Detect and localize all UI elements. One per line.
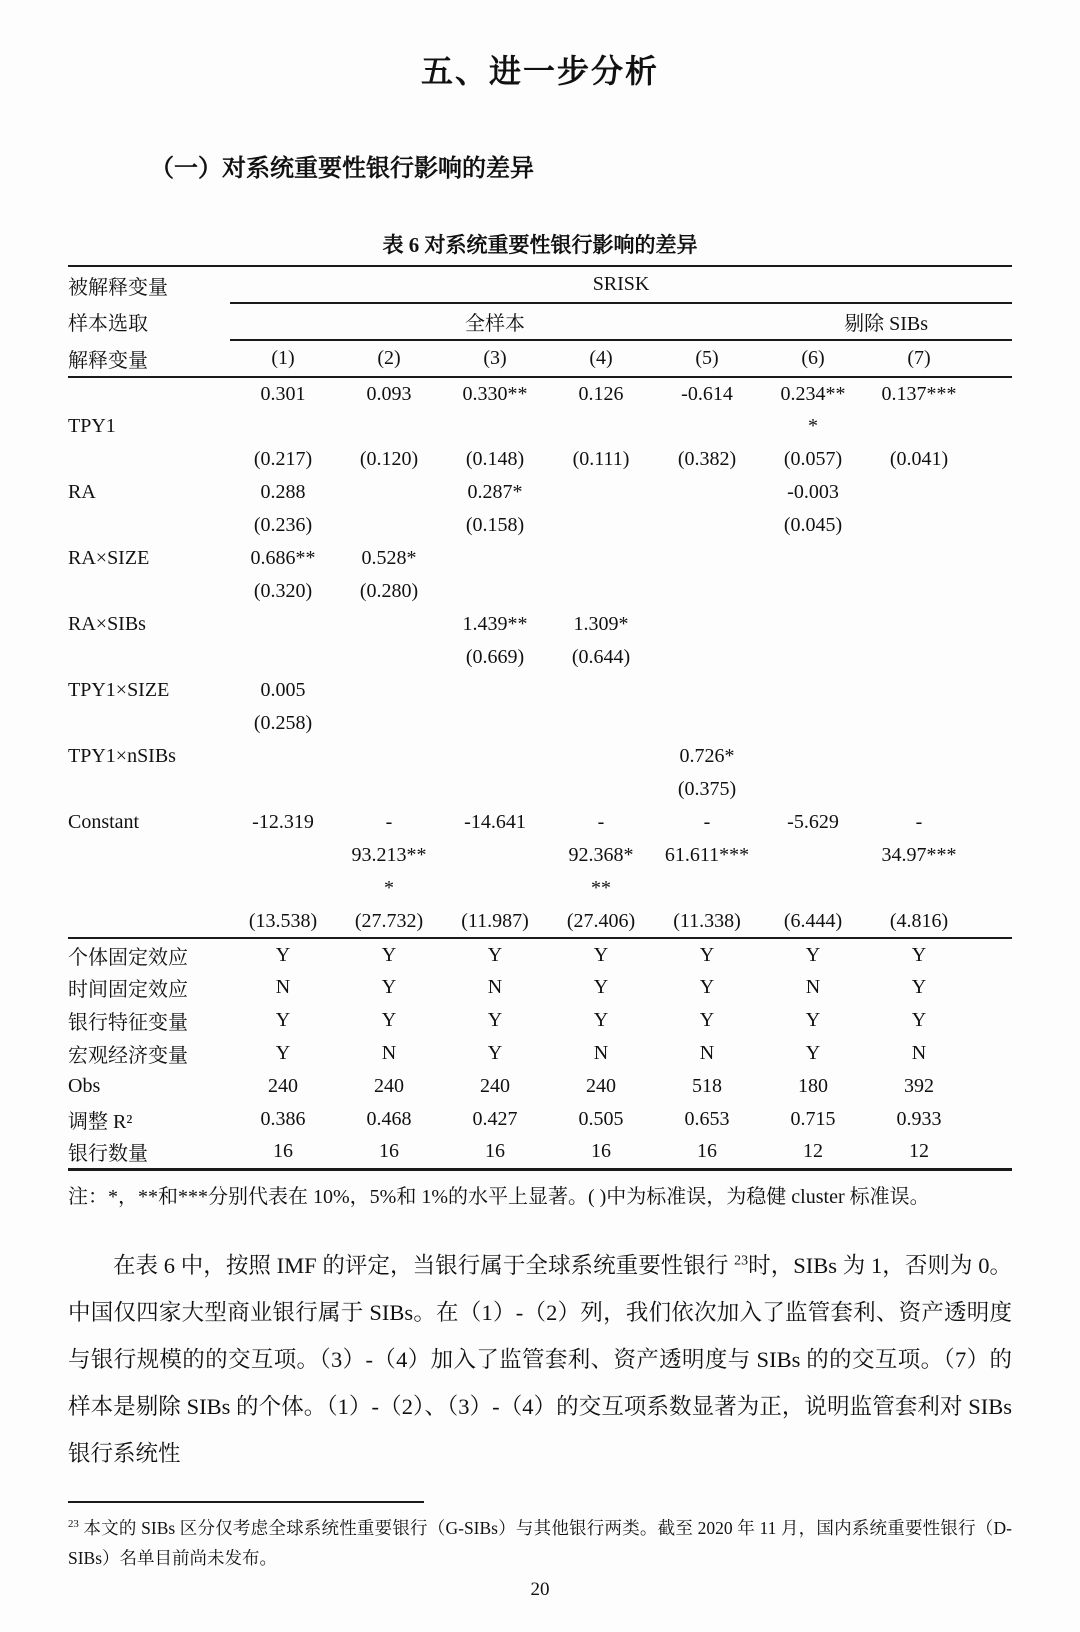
table-cell: [548, 773, 654, 806]
table-cell: (0.669): [465, 646, 525, 668]
table-cell: 0.715: [790, 1108, 836, 1130]
row-label: 调整 R²: [68, 1111, 133, 1133]
table-cell: [972, 608, 1012, 641]
table-cell: [866, 608, 972, 641]
table-cell: [972, 1070, 1012, 1103]
table-cell: **: [591, 877, 611, 899]
table-cell: [972, 839, 1012, 872]
table-cell: (0.217): [253, 448, 313, 470]
table-cell: [654, 872, 760, 905]
table-cell: Y: [487, 1042, 503, 1064]
table-cell: 12: [909, 1140, 929, 1163]
row-label: 宏观经济变量: [68, 1045, 188, 1067]
coefficient-line: [68, 608, 1012, 641]
table-cell: [654, 542, 760, 575]
table-cell: [866, 707, 972, 740]
column-number: (4): [548, 340, 654, 377]
coefficient-line: [68, 509, 1012, 542]
summary-row: [68, 1136, 1012, 1169]
table-cell: 92.368*: [568, 844, 634, 866]
row-label: Constant: [68, 811, 140, 833]
table-cell: (4.816): [866, 905, 972, 938]
table-cell: [866, 509, 972, 542]
table-cell: -: [915, 811, 923, 833]
page-number: 20: [530, 1578, 550, 1600]
row-label: TPY1: [68, 415, 116, 437]
table-cell: [230, 872, 336, 905]
table-cell: [972, 575, 1012, 608]
table-cell: [548, 674, 654, 707]
table-cell: 180: [798, 1075, 828, 1097]
row-label: [68, 377, 230, 410]
table-cell: [972, 707, 1012, 740]
table-cell: Y: [699, 943, 715, 966]
row-label: [68, 872, 230, 905]
sample-selection-label: 样本选取: [68, 313, 148, 335]
table-cell: (11.338): [654, 905, 760, 938]
footnote: [68, 1513, 1012, 1573]
header-row-sample-selection: [68, 303, 1012, 340]
table-cell: Y: [381, 1009, 397, 1031]
table-cell: (0.057): [783, 448, 843, 470]
table-cell: [336, 674, 442, 707]
table-cell: [548, 542, 654, 575]
table-cell: [760, 542, 866, 575]
table-cell: [230, 410, 336, 443]
sample-group-full: 全样本: [230, 303, 760, 340]
table-cell: [654, 410, 760, 443]
table-note: 注：*，**和***分别代表在 10%，5%和 1%的水平上显著。( )中为标准误，为稳健 cluster 标准误。: [68, 1185, 930, 1208]
column-number: (2): [336, 340, 442, 377]
table-cell: Y: [275, 943, 291, 966]
table-cell: -12.319: [252, 811, 314, 833]
table-cell: 16: [697, 1140, 717, 1163]
table-cell: Y: [593, 976, 609, 998]
table-cell: [972, 410, 1012, 443]
row-label: 时间固定效应: [68, 979, 188, 1001]
row-label: 个体固定效应: [68, 946, 188, 969]
coefficient-line: [68, 806, 1012, 839]
table-cell: 0.726*: [679, 745, 735, 767]
table-cell: [442, 674, 548, 707]
header-row-column-numbers: [68, 340, 1012, 377]
table-cell: [760, 872, 866, 905]
table-cell: 0.093: [366, 382, 412, 405]
table-cell: [336, 509, 442, 542]
table-cell: Y: [699, 1009, 715, 1031]
row-label: RA×SIZE: [68, 547, 150, 569]
row-label: RA×SIBs: [68, 613, 146, 635]
table-cell: N: [805, 976, 821, 998]
coefficient-line: [68, 377, 1012, 410]
table-cell: [866, 476, 972, 509]
table-cell: [442, 839, 548, 872]
table-cell: [972, 509, 1012, 542]
table-cell: 518: [692, 1075, 722, 1097]
coefficient-line: [68, 905, 1012, 938]
footnote-reference: 23: [734, 1253, 749, 1268]
coefficient-line: [68, 872, 1012, 905]
coefficient-line: [68, 542, 1012, 575]
coefficient-line: [68, 476, 1012, 509]
table-cell: (0.382): [677, 448, 737, 470]
coefficient-line: [68, 674, 1012, 707]
table-cell: 240: [586, 1075, 616, 1097]
table-cell: [336, 740, 442, 773]
row-label: TPY1×nSIBs: [68, 745, 176, 767]
table-cell: [336, 773, 442, 806]
row-label: Obs: [68, 1075, 101, 1097]
table-cell: 0.505: [578, 1108, 624, 1130]
table-cell: [230, 773, 336, 806]
table-cell: [548, 740, 654, 773]
table-cell: [230, 641, 336, 674]
table-cell: 1.439**: [462, 613, 528, 635]
table-cell: [654, 509, 760, 542]
summary-row: [68, 1004, 1012, 1037]
table-cell: [336, 476, 442, 509]
table-cell: [866, 674, 972, 707]
table-cell: [336, 707, 442, 740]
summary-row: [68, 1070, 1012, 1103]
table-cell: [442, 872, 548, 905]
column-number: (3): [442, 340, 548, 377]
table-cell: -0.614: [681, 382, 733, 405]
table-cell: (0.158): [465, 514, 525, 536]
coefficient-line: [68, 740, 1012, 773]
table-cell: 240: [480, 1075, 510, 1097]
table-cell: [548, 509, 654, 542]
table-cell: (0.320): [253, 580, 313, 602]
coefficient-line: [68, 410, 1012, 443]
table-cell: [972, 443, 1012, 476]
explanatory-variable-label: 解释变量: [68, 340, 230, 377]
table-cell: N: [699, 1042, 715, 1064]
table-cell: [972, 938, 1012, 971]
table-cell: [760, 707, 866, 740]
table-cell: [654, 476, 760, 509]
table-cell: 0.126: [578, 382, 624, 405]
table-cell: [548, 476, 654, 509]
table-cell: -0.003: [787, 481, 839, 503]
table-cell: [972, 806, 1012, 839]
row-label: [68, 575, 230, 608]
dependent-variable-value: SRISK: [230, 266, 1012, 303]
table-cell: [760, 839, 866, 872]
table-cell: (0.148): [465, 448, 525, 470]
summary-row: [68, 1103, 1012, 1136]
row-label: [68, 509, 230, 542]
table-cell: -: [597, 811, 605, 833]
table-cell: N: [275, 976, 291, 998]
coefficient-line: [68, 839, 1012, 872]
table-cell: [654, 674, 760, 707]
table-cell: [866, 410, 972, 443]
table-cell: [760, 674, 866, 707]
table-cell: [972, 641, 1012, 674]
table-cell: 34.97***: [881, 844, 957, 866]
table-cell: [336, 410, 442, 443]
table-cell: N: [487, 976, 503, 998]
coefficient-line: [68, 443, 1012, 476]
table-cell: Y: [911, 976, 927, 998]
table-cell: [972, 740, 1012, 773]
table-cell: *: [384, 877, 394, 899]
row-label: TPY1×SIZE: [68, 679, 170, 701]
table-cell: [760, 575, 866, 608]
row-label: [68, 443, 230, 476]
table-cell: 0.386: [260, 1108, 306, 1130]
table-cell: [442, 740, 548, 773]
footnote-separator: [68, 1501, 424, 1503]
header-row-dependent-variable: [68, 266, 1012, 303]
table-cell: [866, 542, 972, 575]
table-cell: (0.280): [359, 580, 419, 602]
table-cell: -: [703, 811, 711, 833]
table-cell: Y: [699, 976, 715, 998]
table-cell: 12: [803, 1140, 823, 1163]
table-cell: [972, 542, 1012, 575]
table-cell: 0.288: [260, 481, 306, 503]
table-cell: 0.137***: [881, 382, 957, 405]
table-caption: 表 6 对系统重要性银行影响的差异: [382, 233, 698, 257]
row-label: 银行特征变量: [68, 1012, 188, 1034]
table-cell: Y: [911, 1009, 927, 1031]
table-cell: [230, 608, 336, 641]
table-cell: [654, 641, 760, 674]
table-cell: [972, 905, 1012, 938]
table-cell: [866, 740, 972, 773]
table-cell: 0.234**: [780, 382, 846, 405]
table-cell: 392: [904, 1075, 934, 1097]
table-cell: 16: [273, 1140, 293, 1163]
table-cell: [866, 641, 972, 674]
table-cell: (27.406): [548, 905, 654, 938]
table-cell: [442, 575, 548, 608]
table-cell: (0.375): [677, 778, 737, 800]
coefficient-line: [68, 707, 1012, 740]
table-cell: 61.611***: [664, 844, 750, 866]
table-cell: [866, 575, 972, 608]
table-cell: 0.686**: [250, 547, 316, 569]
table-cell: 240: [268, 1075, 298, 1097]
table-cell: [548, 575, 654, 608]
table-cell: -14.641: [464, 811, 526, 833]
table-cell: [972, 773, 1012, 806]
table-cell: [866, 872, 972, 905]
row-label: [68, 839, 230, 872]
table-cell: Y: [805, 943, 821, 966]
table-cell: [760, 641, 866, 674]
row-label: [68, 905, 230, 938]
table-cell: 0.301: [260, 382, 306, 405]
table-cell: [548, 410, 654, 443]
footnote-text: 本文的 SIBs 区分仅考虑全球系统性重要银行（G-SIBs）与其他银行两类。截至 2020 年 11 月，国内系统重要性银行（D-SIBs）名单目前尚未发布。: [68, 1517, 1012, 1568]
table-cell: [336, 641, 442, 674]
table-cell: Y: [911, 943, 927, 966]
table-cell: 240: [374, 1075, 404, 1097]
table-cell: [972, 1004, 1012, 1037]
column-number-filler: [972, 340, 1012, 377]
table-cell: Y: [805, 1042, 821, 1064]
table-cell: (0.041): [889, 448, 949, 470]
table-cell: [972, 1136, 1012, 1169]
table-cell: [442, 773, 548, 806]
table-cell: 93.213**: [351, 844, 427, 866]
table-cell: N: [381, 1042, 397, 1064]
table-cell: N: [911, 1042, 927, 1064]
table-cell: Y: [381, 943, 397, 966]
column-number: (1): [230, 340, 336, 377]
table-cell: [760, 740, 866, 773]
table-cell: 16: [485, 1140, 505, 1163]
row-label: [68, 773, 230, 806]
table-cell: Y: [275, 1009, 291, 1031]
table-cell: [654, 575, 760, 608]
paragraph-text: 时，SIBs 为 1，否则为 0。中国仅四家大型商业银行属于 SIBs。在（1）-（2）列，我们依次加入了监管套利、资产透明度与银行规模的的交互项。（3）-（4）加入了监管套利、资产透明度与 SIBs 的的交互项。（7）的样本是剔除 SIBs 的个体。（1）-（2）、（3）-（4）的交互项系数显著为正，说明监管套利对 SIBs 银行系统性: [68, 1252, 1013, 1466]
table-cell: 0.330**: [462, 382, 528, 405]
table-cell: 0.468: [366, 1108, 412, 1130]
table-cell: [972, 476, 1012, 509]
table-cell: (0.236): [253, 514, 313, 536]
table-cell: -: [385, 811, 393, 833]
row-label: [68, 641, 230, 674]
table-cell: [972, 1103, 1012, 1136]
table-cell: [972, 377, 1012, 410]
table-cell: [230, 740, 336, 773]
table-cell: [866, 773, 972, 806]
regression-table: [68, 265, 1012, 1171]
table-cell: (6.444): [760, 905, 866, 938]
table-cell: (0.120): [359, 448, 419, 470]
table-cell: *: [808, 415, 818, 437]
table-cell: -5.629: [787, 811, 839, 833]
table-cell: (0.045): [783, 514, 843, 536]
sample-group-excl-sibs: 剔除 SIBs: [760, 303, 1012, 340]
table-cell: Y: [381, 976, 397, 998]
column-number: (5): [654, 340, 760, 377]
table-cell: (13.538): [230, 905, 336, 938]
table-cell: 0.653: [684, 1108, 730, 1130]
summary-row: [68, 1037, 1012, 1070]
table-cell: [548, 707, 654, 740]
coefficient-line: [68, 575, 1012, 608]
table-cell: Y: [805, 1009, 821, 1031]
summary-row: [68, 938, 1012, 971]
table-cell: (27.732): [336, 905, 442, 938]
page-title: 五、进一步分析: [420, 53, 659, 89]
table-cell: Y: [275, 1042, 291, 1064]
paragraph-text: 在表 6 中，按照 IMF 的评定，当银行属于全球系统重要性银行: [113, 1252, 735, 1278]
summary-row: [68, 971, 1012, 1004]
dependent-variable-label: 被解释变量: [68, 276, 168, 299]
table-cell: Y: [593, 943, 609, 966]
table-cell: 0.287*: [467, 481, 523, 503]
table-cell: N: [593, 1042, 609, 1064]
column-number: (6): [760, 340, 866, 377]
table-cell: [760, 773, 866, 806]
table-cell: [972, 971, 1012, 1004]
table-cell: [760, 608, 866, 641]
table-cell: Y: [593, 1009, 609, 1031]
body-paragraph: [68, 1242, 1012, 1477]
row-label: 银行数量: [68, 1143, 148, 1166]
table-cell: [442, 707, 548, 740]
footnote-number: 23: [68, 1517, 79, 1530]
table-cell: (0.111): [572, 448, 630, 470]
table-cell: [442, 542, 548, 575]
table-cell: (0.258): [253, 712, 313, 734]
table-cell: [336, 608, 442, 641]
coefficient-line: [68, 641, 1012, 674]
table-cell: 16: [591, 1140, 611, 1163]
table-cell: [442, 410, 548, 443]
table-cell: [972, 1037, 1012, 1070]
table-cell: [654, 707, 760, 740]
table-cell: [972, 872, 1012, 905]
table-cell: 0.427: [472, 1108, 518, 1130]
table-cell: [230, 839, 336, 872]
table-cell: [972, 674, 1012, 707]
table-cell: Y: [487, 943, 503, 966]
coefficient-line: [68, 773, 1012, 806]
table-cell: 0.528*: [361, 547, 417, 569]
section-heading: （一）对系统重要性银行影响的差异: [150, 156, 534, 182]
row-label: [68, 707, 230, 740]
table-cell: 0.933: [896, 1108, 942, 1130]
table-cell: 0.005: [260, 679, 306, 701]
row-label: RA: [68, 481, 96, 503]
table-cell: [654, 608, 760, 641]
table-cell: (0.644): [571, 646, 631, 668]
table-cell: 16: [379, 1140, 399, 1163]
table-cell: (11.987): [442, 905, 548, 938]
column-number: (7): [866, 340, 972, 377]
table-cell: Y: [487, 1009, 503, 1031]
table-cell: 1.309*: [573, 613, 629, 635]
